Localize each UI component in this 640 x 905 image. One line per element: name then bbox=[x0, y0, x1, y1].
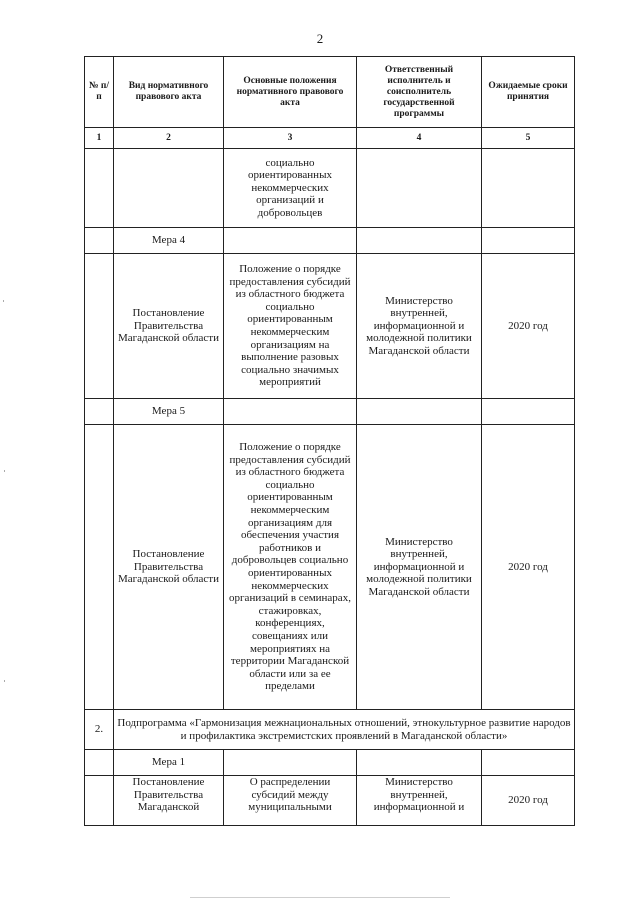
table-row bbox=[85, 776, 575, 826]
act-type-cell: Постановление Правительства Магаданской области bbox=[114, 425, 224, 710]
measure-row bbox=[85, 750, 575, 776]
header-terms: Ожидаемые сроки принятия bbox=[482, 57, 575, 128]
page-number: 2 bbox=[316, 31, 324, 46]
legal-acts-table bbox=[84, 56, 575, 826]
subprogram-title: Подпрограмма «Гармонизация межнациональных отношений, этнокультурное развитие народов и профилактика экстремистских проявлений в Магаданской области» bbox=[114, 710, 575, 750]
table-row bbox=[85, 425, 575, 710]
scan-artifact bbox=[3, 300, 4, 302]
provisions-cell: социально ориентированных некоммерческих организаций и добровольцев bbox=[224, 149, 357, 228]
executor-cell: Министерство внутренней, информационной и bbox=[357, 776, 482, 826]
scan-artifact bbox=[4, 470, 5, 472]
measure-row bbox=[85, 228, 575, 254]
executor-cell: Министерство внутренней, информационной и молодежной политики Магаданской области bbox=[357, 425, 482, 710]
table-row bbox=[85, 149, 575, 228]
table-row bbox=[85, 254, 575, 399]
header-row bbox=[85, 57, 575, 128]
provisions-cell: Положение о порядке предоставления субсидий из областного бюджета социально ориентированным некоммерческим организациям для обеспечения участия работников и добровольцев социально ориентированных некоммерческих организаций в семинарах, стажировках, конференциях, совещаниях или мероприятиях на территории Магаданской области или за ее пределами bbox=[224, 425, 357, 710]
term-cell: 2020 год bbox=[482, 776, 575, 826]
header-act-type: Вид нормативного правового акта bbox=[114, 57, 224, 128]
act-type-cell: Постановление Правительства Магаданской bbox=[114, 776, 224, 826]
measure-row bbox=[85, 399, 575, 425]
column-number: 3 bbox=[224, 128, 357, 149]
executor-cell: Министерство внутренней, информационной и молодежной политики Магаданской области bbox=[357, 254, 482, 399]
provisions-cell: О распределении субсидий между муниципальными bbox=[224, 776, 357, 826]
measure-label: Мера 4 bbox=[114, 228, 224, 254]
header-number: № п/п bbox=[85, 57, 114, 128]
column-number-row bbox=[85, 128, 575, 149]
scan-artifact bbox=[4, 680, 5, 682]
header-provisions: Основные положения нормативного правового акта bbox=[224, 57, 357, 128]
column-number: 1 bbox=[85, 128, 114, 149]
scan-artifact bbox=[190, 897, 450, 898]
column-number: 4 bbox=[357, 128, 482, 149]
term-cell: 2020 год bbox=[482, 425, 575, 710]
term-cell: 2020 год bbox=[482, 254, 575, 399]
subprogram-number: 2. bbox=[85, 710, 114, 750]
measure-label: Мера 1 bbox=[114, 750, 224, 776]
act-type-cell: Постановление Правительства Магаданской области bbox=[114, 254, 224, 399]
provisions-cell: Положение о порядке предоставления субсидий из областного бюджета социально ориентированным некоммерческим организациям на выполнение разовых социально значимых мероприятий bbox=[224, 254, 357, 399]
column-number: 2 bbox=[114, 128, 224, 149]
header-executor: Ответственный исполнитель и соисполнитель государственной программы bbox=[357, 57, 482, 128]
column-number: 5 bbox=[482, 128, 575, 149]
measure-label: Мера 5 bbox=[114, 399, 224, 425]
subprogram-row bbox=[85, 710, 575, 750]
